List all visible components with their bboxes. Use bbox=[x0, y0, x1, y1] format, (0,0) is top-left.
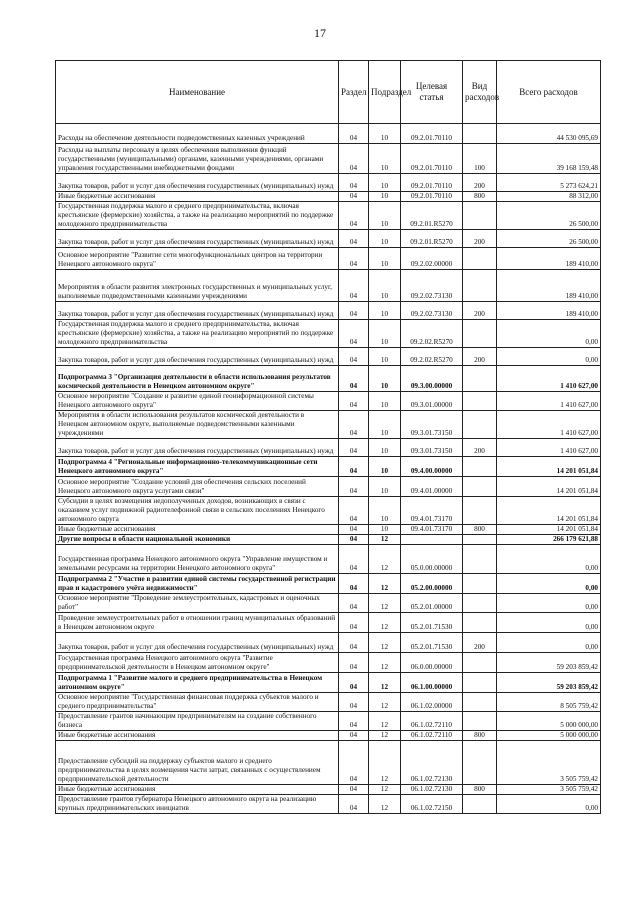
row-name: Основное мероприятие "Проведение землеустроительных, кадастровых и оценочных работ" bbox=[56, 594, 339, 613]
table-row bbox=[56, 653, 601, 673]
row-expense-kind bbox=[463, 457, 497, 477]
row-total: 59 203 859,42 bbox=[497, 673, 601, 693]
row-name: Закупка товаров, работ и услуг для обеспечения государственных (муниципальных) нужд bbox=[56, 439, 339, 457]
row-expense-kind bbox=[463, 366, 497, 392]
row-total: 8 505 759,42 bbox=[497, 693, 601, 712]
row-total: 0,00 bbox=[497, 633, 601, 653]
row-subsection: 10 bbox=[369, 174, 401, 192]
row-total: 1 410 627,00 bbox=[497, 392, 601, 411]
row-total: 14 201 051,84 bbox=[497, 497, 601, 525]
row-total: 26 500,00 bbox=[497, 230, 601, 248]
row-section: 04 bbox=[339, 124, 369, 144]
row-expense-kind bbox=[463, 270, 497, 302]
table-row bbox=[56, 411, 601, 439]
row-total: 5 273 624,21 bbox=[497, 174, 601, 192]
row-subsection: 10 bbox=[369, 230, 401, 248]
row-name: Государственная поддержка малого и среднего предпринимательства, включая крестьянские (фермерские) хозяйства, а также на реализацию мероприятий по поддержке молодежного предпринимательства bbox=[56, 320, 339, 348]
row-expense-kind: 200 bbox=[463, 174, 497, 192]
row-target-article: 06.1.02.00000 bbox=[401, 693, 463, 712]
header-section: Раздел bbox=[339, 61, 369, 124]
header-total: Всего расходов bbox=[497, 61, 601, 124]
row-section: 04 bbox=[339, 693, 369, 712]
row-name: Закупка товаров, работ и услуг для обеспечения государственных (муниципальных) нужд bbox=[56, 348, 339, 366]
row-name: Расходы на выплаты персоналу в целях обеспечения выполнения функций государственными (муниципальными) органами, казенными учреждениями, органами управления государственными внебюджетными фондами bbox=[56, 144, 339, 174]
row-subsection: 10 bbox=[369, 439, 401, 457]
row-subsection: 12 bbox=[369, 693, 401, 712]
row-expense-kind bbox=[463, 392, 497, 411]
row-name: Предоставление грантов губернатора Ненецкого автономного округа на реализацию крупных предпринимательских инициатив bbox=[56, 795, 339, 814]
row-subsection: 10 bbox=[369, 477, 401, 497]
row-target-article: 06.1.00.00000 bbox=[401, 673, 463, 693]
row-section: 04 bbox=[339, 302, 369, 320]
row-target-article: 09.2.01.70110 bbox=[401, 174, 463, 192]
row-subsection: 10 bbox=[369, 411, 401, 439]
row-target-article: 09.3.00.00000 bbox=[401, 366, 463, 392]
row-section: 04 bbox=[339, 174, 369, 192]
row-target-article: 06.0.00.00000 bbox=[401, 653, 463, 673]
row-subsection: 12 bbox=[369, 653, 401, 673]
row-target-article: 05.2.01.00000 bbox=[401, 594, 463, 613]
row-target-article: 09.2.01.R5270 bbox=[401, 202, 463, 230]
row-subsection: 10 bbox=[369, 144, 401, 174]
row-total: 59 203 859,42 bbox=[497, 653, 601, 673]
row-expense-kind bbox=[463, 712, 497, 731]
row-expense-kind: 200 bbox=[463, 348, 497, 366]
row-expense-kind bbox=[463, 202, 497, 230]
row-target-article: 09.2.01.R5270 bbox=[401, 230, 463, 248]
row-total: 3 505 759,42 bbox=[497, 785, 601, 795]
row-total: 0,00 bbox=[497, 545, 601, 574]
row-total: 0,00 bbox=[497, 613, 601, 633]
row-name: Иные бюджетные ассигнования bbox=[56, 785, 339, 795]
row-section: 04 bbox=[339, 653, 369, 673]
row-section: 04 bbox=[339, 594, 369, 613]
table-row bbox=[56, 477, 601, 497]
row-subsection: 12 bbox=[369, 785, 401, 795]
row-section: 04 bbox=[339, 731, 369, 741]
row-name: Подпрограмма 3 "Организация деятельности в области использования результатов космической деятельности в Ненецком автономном округе" bbox=[56, 366, 339, 392]
row-subsection: 12 bbox=[369, 545, 401, 574]
row-total: 266 179 621,88 bbox=[497, 535, 601, 545]
row-expense-kind bbox=[463, 545, 497, 574]
table-row bbox=[56, 144, 601, 174]
row-name: Подпрограмма 2 "Участие в развитии единой системы государственной регистрации прав и кадастрового учёта недвижимости" bbox=[56, 574, 339, 594]
row-target-article: 09.2.02.73130 bbox=[401, 270, 463, 302]
row-name: Иные бюджетные ассигнования bbox=[56, 731, 339, 741]
header-name: Наименование bbox=[56, 61, 339, 124]
row-target-article: 09.2.01.70110 bbox=[401, 124, 463, 144]
row-name: Проведение землеустроительных работ в отношении границ муниципальных образований в Ненецком автономном округе bbox=[56, 613, 339, 633]
row-total: 5 000 000,00 bbox=[497, 712, 601, 731]
row-section: 04 bbox=[339, 613, 369, 633]
table-row bbox=[56, 712, 601, 731]
row-subsection: 12 bbox=[369, 673, 401, 693]
row-subsection: 12 bbox=[369, 535, 401, 545]
row-expense-kind bbox=[463, 535, 497, 545]
row-name: Основное мероприятие "Государственная финансовая поддержка субъектов малого и среднего предпринимательства" bbox=[56, 693, 339, 712]
row-name: Подпрограмма 4 "Региональные информационно-телекоммуникационные сети Ненецкого автономного округа" bbox=[56, 457, 339, 477]
row-name: Подпрограмма 1 "Развитие малого и среднего предпринимательства в Ненецком автономном округе" bbox=[56, 673, 339, 693]
row-total: 0,00 bbox=[497, 574, 601, 594]
row-total: 189 410,00 bbox=[497, 248, 601, 270]
row-subsection: 10 bbox=[369, 320, 401, 348]
row-target-article: 06.1.02.72110 bbox=[401, 712, 463, 731]
row-name: Другие вопросы в области национальной экономики bbox=[56, 535, 339, 545]
row-name: Предоставление субсидий на поддержку субъектов малого и среднего предпринимательства в целях возмещения части затрат, связанных с осуществлением предпринимательской деятельности bbox=[56, 741, 339, 785]
row-name: Закупка товаров, работ и услуг для обеспечения государственных (муниципальных) нужд bbox=[56, 230, 339, 248]
row-subsection: 12 bbox=[369, 795, 401, 814]
row-expense-kind: 800 bbox=[463, 525, 497, 535]
row-name: Мероприятия в области развития электронных государственных и муниципальных услуг, выполняемые подведомственными казенными учреждениями bbox=[56, 270, 339, 302]
row-name: Иные бюджетные ассигнования bbox=[56, 192, 339, 202]
table-header-row bbox=[56, 61, 601, 124]
row-section: 04 bbox=[339, 439, 369, 457]
row-target-article: 09.2.01.70110 bbox=[401, 144, 463, 174]
table-row bbox=[56, 248, 601, 270]
table-row bbox=[56, 731, 601, 741]
row-expense-kind bbox=[463, 248, 497, 270]
row-subsection: 10 bbox=[369, 457, 401, 477]
row-total: 44 530 095,69 bbox=[497, 124, 601, 144]
table-body bbox=[56, 124, 601, 814]
row-total: 189 410,00 bbox=[497, 302, 601, 320]
row-total: 0,00 bbox=[497, 594, 601, 613]
row-expense-kind bbox=[463, 477, 497, 497]
row-name: Иные бюджетные ассигнования bbox=[56, 525, 339, 535]
row-section: 04 bbox=[339, 545, 369, 574]
row-section: 04 bbox=[339, 270, 369, 302]
row-expense-kind: 800 bbox=[463, 785, 497, 795]
row-target-article: 05.2.00.00000 bbox=[401, 574, 463, 594]
table-row bbox=[56, 270, 601, 302]
row-expense-kind bbox=[463, 673, 497, 693]
row-subsection: 10 bbox=[369, 497, 401, 525]
row-total: 1 410 627,00 bbox=[497, 366, 601, 392]
row-target-article: 09.2.02.00000 bbox=[401, 248, 463, 270]
table-row bbox=[56, 673, 601, 693]
row-expense-kind: 200 bbox=[463, 633, 497, 653]
row-target-article: 06.1.02.72130 bbox=[401, 741, 463, 785]
row-target-article: 06.1.02.72110 bbox=[401, 731, 463, 741]
row-target-article: 09.4.01.00000 bbox=[401, 477, 463, 497]
table-row bbox=[56, 633, 601, 653]
table-row bbox=[56, 497, 601, 525]
row-section: 04 bbox=[339, 144, 369, 174]
row-total: 3 505 759,42 bbox=[497, 741, 601, 785]
row-section: 04 bbox=[339, 712, 369, 731]
table-row bbox=[56, 202, 601, 230]
row-subsection: 12 bbox=[369, 731, 401, 741]
row-name: Закупка товаров, работ и услуг для обеспечения государственных (муниципальных) нужд bbox=[56, 302, 339, 320]
row-total: 88 312,00 bbox=[497, 192, 601, 202]
row-section: 04 bbox=[339, 320, 369, 348]
row-target-article: 09.4.01.73170 bbox=[401, 525, 463, 535]
table-row bbox=[56, 392, 601, 411]
row-total: 39 168 159,48 bbox=[497, 144, 601, 174]
table-row bbox=[56, 302, 601, 320]
row-section: 04 bbox=[339, 673, 369, 693]
row-subsection: 10 bbox=[369, 348, 401, 366]
row-subsection: 10 bbox=[369, 192, 401, 202]
row-subsection: 12 bbox=[369, 712, 401, 731]
row-name: Расходы на обеспечение деятельности подведомственных казенных учреждений bbox=[56, 124, 339, 144]
row-expense-kind bbox=[463, 411, 497, 439]
row-expense-kind: 200 bbox=[463, 302, 497, 320]
row-expense-kind: 800 bbox=[463, 731, 497, 741]
row-section: 04 bbox=[339, 366, 369, 392]
table-row bbox=[56, 525, 601, 535]
table-row bbox=[56, 174, 601, 192]
header-expense-kind: Вид расходов bbox=[463, 61, 497, 124]
table-row bbox=[56, 230, 601, 248]
row-expense-kind: 200 bbox=[463, 230, 497, 248]
header-subsection: Подраздел bbox=[369, 61, 401, 124]
row-name: Мероприятия в области использования результатов космической деятельности в Ненецком автономном округе, выполняемые подведомственными казенными учреждениями bbox=[56, 411, 339, 439]
row-section: 04 bbox=[339, 192, 369, 202]
row-target-article: 09.3.01.73150 bbox=[401, 411, 463, 439]
row-expense-kind bbox=[463, 574, 497, 594]
row-section: 04 bbox=[339, 202, 369, 230]
table-row bbox=[56, 693, 601, 712]
row-expense-kind bbox=[463, 613, 497, 633]
row-target-article: 09.2.02.R5270 bbox=[401, 320, 463, 348]
row-section: 04 bbox=[339, 795, 369, 814]
row-target-article: 09.3.01.00000 bbox=[401, 392, 463, 411]
row-subsection: 10 bbox=[369, 366, 401, 392]
row-section: 04 bbox=[339, 477, 369, 497]
row-subsection: 10 bbox=[369, 270, 401, 302]
row-name: Основное мероприятие "Создание и развитие единой геоинформационной системы Ненецкого автономного округа" bbox=[56, 392, 339, 411]
row-total: 0,00 bbox=[497, 320, 601, 348]
row-expense-kind bbox=[463, 795, 497, 814]
table-row bbox=[56, 613, 601, 633]
row-name: Закупка товаров, работ и услуг для обеспечения государственных (муниципальных) нужд bbox=[56, 174, 339, 192]
row-subsection: 12 bbox=[369, 633, 401, 653]
row-target-article: 09.3.01.73150 bbox=[401, 439, 463, 457]
table-row bbox=[56, 594, 601, 613]
page-number: 17 bbox=[314, 26, 326, 40]
row-subsection: 10 bbox=[369, 202, 401, 230]
table-row bbox=[56, 574, 601, 594]
row-target-article: 09.2.02.73130 bbox=[401, 302, 463, 320]
row-name: Основное мероприятие "Создание условий для обеспечения сельских поселений Ненецкого автономного округа услугами связи" bbox=[56, 477, 339, 497]
row-target-article bbox=[401, 535, 463, 545]
row-section: 04 bbox=[339, 525, 369, 535]
row-subsection: 10 bbox=[369, 248, 401, 270]
table-row bbox=[56, 348, 601, 366]
row-target-article: 06.1.02.72150 bbox=[401, 795, 463, 814]
row-subsection: 12 bbox=[369, 613, 401, 633]
row-target-article: 06.1.02.72130 bbox=[401, 785, 463, 795]
row-total: 1 410 627,00 bbox=[497, 439, 601, 457]
row-section: 04 bbox=[339, 574, 369, 594]
table-row bbox=[56, 741, 601, 785]
row-expense-kind: 200 bbox=[463, 439, 497, 457]
row-target-article: 09.2.02.R5270 bbox=[401, 348, 463, 366]
row-target-article: 09.4.01.73170 bbox=[401, 497, 463, 525]
row-name: Государственная программа Ненецкого автономного округа "Развитие предпринимательской деятельности в Ненецком автономном округе" bbox=[56, 653, 339, 673]
table-row bbox=[56, 785, 601, 795]
row-expense-kind: 800 bbox=[463, 192, 497, 202]
row-total: 5 000 000,00 bbox=[497, 731, 601, 741]
row-expense-kind bbox=[463, 497, 497, 525]
table-row bbox=[56, 439, 601, 457]
row-section: 04 bbox=[339, 411, 369, 439]
row-total: 14 201 051,84 bbox=[497, 477, 601, 497]
row-expense-kind: 100 bbox=[463, 144, 497, 174]
expenditure-table bbox=[55, 60, 601, 814]
table-row bbox=[56, 192, 601, 202]
row-total: 26 500,00 bbox=[497, 202, 601, 230]
row-section: 04 bbox=[339, 392, 369, 411]
table-row bbox=[56, 320, 601, 348]
row-section: 04 bbox=[339, 348, 369, 366]
row-subsection: 10 bbox=[369, 392, 401, 411]
row-section: 04 bbox=[339, 535, 369, 545]
row-name: Субсидии в целях возмещения недополученных доходов, возникающих в связи с оказанием услуг подвижной радиотелефонной связи в сельских поселениях Ненецкого автономного округа bbox=[56, 497, 339, 525]
row-total: 0,00 bbox=[497, 348, 601, 366]
row-target-article: 09.4.00.00000 bbox=[401, 457, 463, 477]
row-section: 04 bbox=[339, 785, 369, 795]
row-name: Государственная программа Ненецкого автономного округа "Управление имуществом и земельными ресурсами на территории Ненецкого автономного округа" bbox=[56, 545, 339, 574]
row-expense-kind bbox=[463, 653, 497, 673]
row-expense-kind bbox=[463, 741, 497, 785]
row-total: 14 201 051,84 bbox=[497, 525, 601, 535]
row-total: 1 410 627,00 bbox=[497, 411, 601, 439]
row-section: 04 bbox=[339, 497, 369, 525]
table-row bbox=[56, 366, 601, 392]
row-name: Основное мероприятие "Развитие сети многофункциональных центров на территории Ненецкого автономного округа" bbox=[56, 248, 339, 270]
row-expense-kind bbox=[463, 320, 497, 348]
row-section: 04 bbox=[339, 230, 369, 248]
header-target-article: Целевая статья bbox=[401, 61, 463, 124]
row-subsection: 12 bbox=[369, 594, 401, 613]
row-expense-kind bbox=[463, 594, 497, 613]
row-total: 0,00 bbox=[497, 795, 601, 814]
row-section: 04 bbox=[339, 741, 369, 785]
row-target-article: 05.2.01.71530 bbox=[401, 613, 463, 633]
row-section: 04 bbox=[339, 633, 369, 653]
row-subsection: 10 bbox=[369, 124, 401, 144]
row-expense-kind bbox=[463, 124, 497, 144]
row-section: 04 bbox=[339, 248, 369, 270]
table-row bbox=[56, 535, 601, 545]
row-subsection: 10 bbox=[369, 525, 401, 535]
row-total: 189 410,00 bbox=[497, 270, 601, 302]
row-expense-kind bbox=[463, 693, 497, 712]
row-total: 14 201 051,84 bbox=[497, 457, 601, 477]
row-name: Предоставление грантов начинающим предпринимателям на создание собственного бизнеса bbox=[56, 712, 339, 731]
row-target-article: 09.2.01.70110 bbox=[401, 192, 463, 202]
row-section: 04 bbox=[339, 457, 369, 477]
row-name: Государственная поддержка малого и среднего предпринимательства, включая крестьянские (фермерские) хозяйства, а также на реализацию мероприятий по поддержке молодежного предпринимательства bbox=[56, 202, 339, 230]
row-target-article: 05.0.00.00000 bbox=[401, 545, 463, 574]
row-target-article: 05.2.01.71530 bbox=[401, 633, 463, 653]
table-row bbox=[56, 795, 601, 814]
table-row bbox=[56, 545, 601, 574]
row-subsection: 12 bbox=[369, 741, 401, 785]
row-name: Закупка товаров, работ и услуг для обеспечения государственных (муниципальных) нужд bbox=[56, 633, 339, 653]
row-subsection: 10 bbox=[369, 302, 401, 320]
row-subsection: 12 bbox=[369, 574, 401, 594]
table-row bbox=[56, 457, 601, 477]
table-row bbox=[56, 124, 601, 144]
